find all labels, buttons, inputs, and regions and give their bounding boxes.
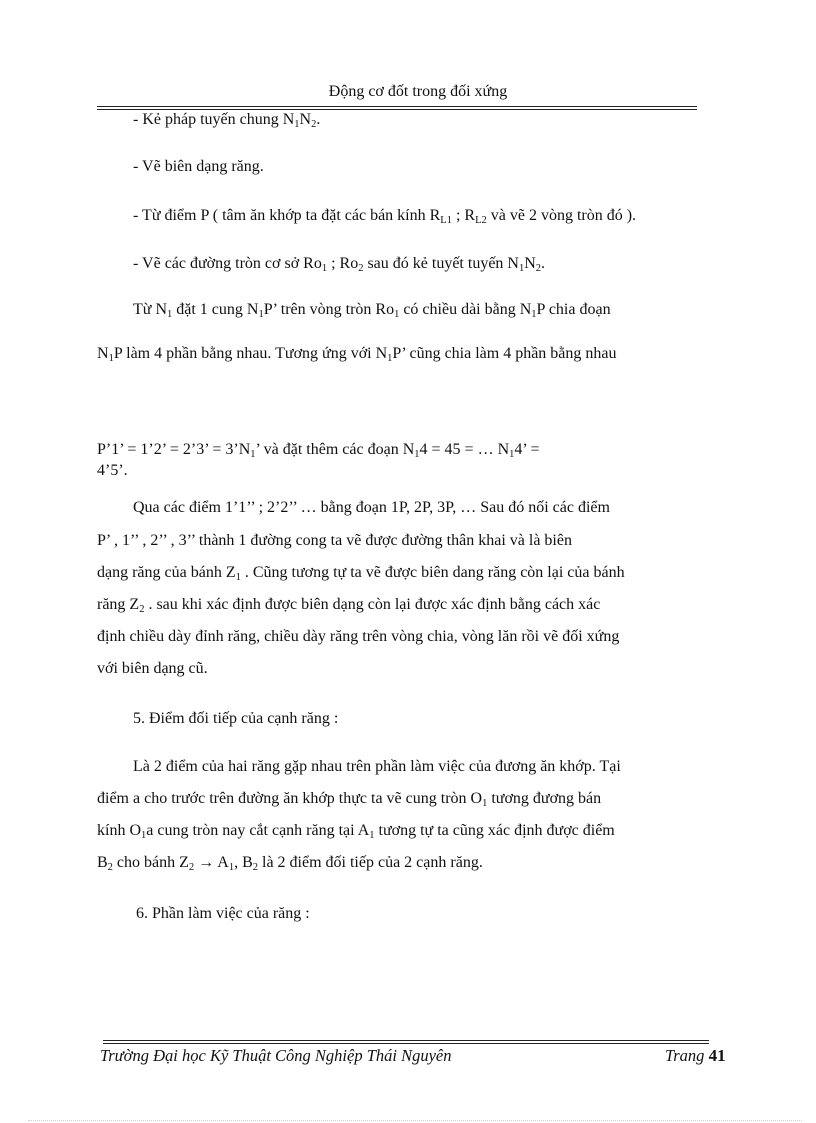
equal-segments-line-2: 4’5’. [97, 462, 128, 479]
footer-page-number: 41 [708, 1046, 726, 1065]
bullet-tooth-profile: - Vẽ biên dạng răng. [133, 158, 264, 175]
paragraph-arc-line-2: $N_1P$ làm 4 phần bằng nhau. Tương ứng với $N_1P$’ cũng chia làm 4 phần bằng nhau [97, 345, 617, 364]
paragraph-arc-line-1: Từ $N_1$ đặt 1 cung $N_1P$’ trên vòng tròn $Ro_1$ có chiều dài bằng $N_1P$ chia đoạn [133, 301, 611, 320]
bullet-normal-line: - Kẻ pháp tuyến chung $N_1N_2$. [133, 111, 321, 130]
header-title: Động cơ đốt trong đối xứng [328, 83, 508, 100]
involute-paragraph-line-5: định chiều dày đỉnh răng, chiều dày răng trên vòng chia, vòng lăn rồi vẽ đối xứng [97, 628, 620, 645]
involute-paragraph-line-1: Qua các điểm 1’1’’ ; 2’2’’ … bằng đoạn 1P, 2P, 3P, … Sau đó nối các điểm [133, 499, 610, 516]
involute-paragraph-line-6: với biên dạng cũ. [97, 660, 208, 677]
footer-rule-top [103, 1040, 709, 1041]
page-bottom-dotted-border [28, 1120, 802, 1121]
contact-paragraph-line-4: $B_2$ cho bánh $Z_2 \to A_1$, $B_2$ là 2 điểm đối tiếp của 2 cạnh răng. [97, 854, 483, 873]
involute-paragraph-line-4: răng $Z_2$ . sau khi xác định được biên dạng còn lại được xác định bằng cách xác [97, 596, 601, 615]
footer-rule-bottom [103, 1043, 709, 1044]
bullet-pitch-point: - Từ điểm P ( tâm ăn khớp ta đặt các bán kính $R_{L1}$ ; $R_{L2}$ và vẽ 2 vòng tròn đó ). [133, 207, 637, 226]
header-rule-top [97, 106, 697, 107]
equal-segments-line-1: P’1’ = 1’2’ = 2’3’ = $3’N_1$’ và đặt thêm các đoạn $N_14 = 45$ = … $N_14$’ = [97, 441, 540, 460]
footer-page [665, 1046, 726, 1066]
section-6-heading: 6. Phần làm việc của răng : [136, 905, 310, 922]
footer-page-label: Trang [665, 1046, 705, 1065]
contact-paragraph-line-2: điểm a cho trước trên đường ăn khớp thực ta vẽ cung tròn $O_1$ tương đương bán [97, 790, 602, 809]
involute-paragraph-line-3: dạng răng của bánh $Z_1$ . Cũng tương tự ta vẽ được biên dang răng còn lại của bánh [97, 564, 625, 583]
section-5-heading: 5. Điểm đối tiếp của cạnh răng : [133, 710, 339, 727]
contact-paragraph-line-1: Là 2 điểm của hai răng gặp nhau trên phần làm việc của đương ăn khớp. Tại [133, 758, 621, 775]
involute-paragraph-line-2: P’ , 1’’ , 2’’ , 3’’ thành 1 đường cong ta vẽ được đường thân khai và là biên [97, 532, 572, 549]
footer-school-name: Trường Đại học Kỹ Thuật Công Nghiệp Thái Nguyên [100, 1046, 452, 1065]
bullet-base-circles: - Vẽ các đường tròn cơ sở $Ro_1$ ; $Ro_2$ sau đó kẻ tuyết tuyến $N_1N_2$. [133, 255, 546, 274]
contact-paragraph-line-3: kính $O_1a$ cung tròn nay cắt cạnh răng tại $A_1$ tương tự ta cũng xác định được điểm [97, 822, 615, 841]
